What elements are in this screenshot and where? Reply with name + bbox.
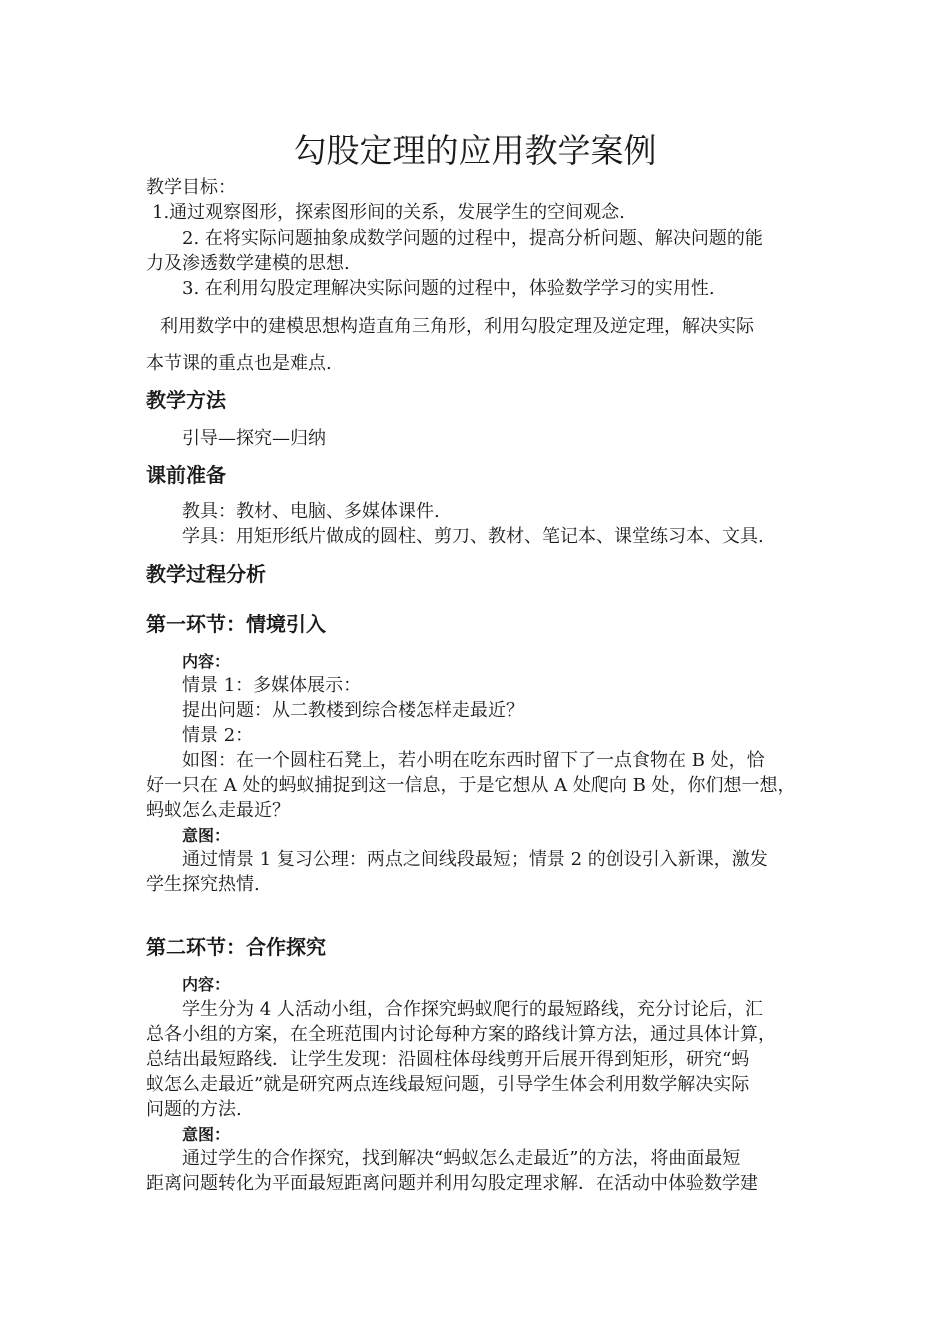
objective-item-2-line-1: 2. 在将实际问题抽象成数学问题的过程中，提高分析问题、解决问题的能 bbox=[182, 228, 763, 249]
preparation-heading: 课前准备 bbox=[146, 463, 226, 487]
method-heading: 教学方法 bbox=[146, 388, 226, 412]
section-2-intent-label: 意图： bbox=[182, 1125, 231, 1144]
section-1-para-line-1: 如图：在一个圆柱石凳上，若小明在吃东西时留下了一点食物在 B 处，恰 bbox=[182, 750, 765, 771]
section-2-para-line-5: 问题的方法. bbox=[146, 1099, 242, 1120]
section-2-para-line-4: 蚁怎么走最近”就是研究两点连线最短问题，引导学生体会利用数学解决实际 bbox=[146, 1074, 750, 1095]
section-1-para-line-3: 蚂蚁怎么走最近？ bbox=[146, 800, 290, 821]
section-2-intent-line-2: 距离问题转化为平面最短距离问题并利用勾股定理求解．在活动中体验数学建 bbox=[146, 1173, 758, 1194]
section-2-content-label: 内容： bbox=[182, 975, 231, 994]
section-2-para-line-2: 总各小组的方案，在全班范围内讨论每种方案的路线计算方法，通过具体计算， bbox=[146, 1024, 776, 1045]
section-2-heading: 第二环节：合作探究 bbox=[146, 935, 326, 959]
section-1-question: 提出问题：从二教楼到综合楼怎样走最近？ bbox=[182, 700, 524, 721]
section-2-para-line-1: 学生分为 4 人活动小组，合作探究蚂蚁爬行的最短路线，充分讨论后，汇 bbox=[182, 999, 763, 1020]
section-2-para-line-3: 总结出最短路线．让学生发现：沿圆柱体母线剪开后展开得到矩形，研究“蚂 bbox=[146, 1049, 750, 1070]
section-1-scene-2: 情景 2： bbox=[182, 725, 254, 746]
student-tools: 学具：用矩形纸片做成的圆柱、剪刀、教材、笔记本、课堂练习本、文具. bbox=[182, 526, 764, 547]
section-1-heading: 第一环节：情境引入 bbox=[146, 612, 326, 636]
section-1-intent-line-2: 学生探究热情. bbox=[146, 874, 260, 895]
document-title: 勾股定理的应用教学案例 bbox=[293, 131, 657, 170]
section-1-content-label: 内容： bbox=[182, 652, 231, 671]
objective-item-1: 1.通过观察图形，探索图形间的关系，发展学生的空间观念. bbox=[152, 202, 625, 223]
keypoint-line-2: 本节课的重点也是难点. bbox=[146, 353, 332, 374]
section-1-intent-label: 意图： bbox=[182, 826, 231, 845]
section-1-para-line-2: 好一只在 A 处的蚂蚁捕捉到这一信息，于是它想从 A 处爬向 B 处，你们想一想， bbox=[146, 775, 796, 796]
section-2-intent-line-1: 通过学生的合作探究，找到解决“蚂蚁怎么走最近”的方法，将曲面最短 bbox=[182, 1148, 741, 1169]
section-1-intent-line-1: 通过情景 1 复习公理：两点之间线段最短；情景 2 的创设引入新课，激发 bbox=[182, 849, 768, 870]
objective-item-3: 3. 在利用勾股定理解决实际问题的过程中，体验数学学习的实用性. bbox=[182, 278, 715, 299]
method-text: 引导—探究—归纳 bbox=[182, 428, 326, 449]
objective-item-2-line-2: 力及渗透数学建模的思想. bbox=[146, 253, 350, 274]
keypoint-line-1: 利用数学中的建模思想构造直角三角形，利用勾股定理及逆定理，解决实际 bbox=[160, 316, 754, 337]
objectives-heading: 教学目标： bbox=[146, 177, 236, 198]
section-1-scene-1: 情景 1：多媒体展示： bbox=[182, 675, 362, 696]
teacher-tools: 教具：教材、电脑、多媒体课件. bbox=[182, 501, 440, 522]
process-heading: 教学过程分析 bbox=[146, 562, 266, 586]
